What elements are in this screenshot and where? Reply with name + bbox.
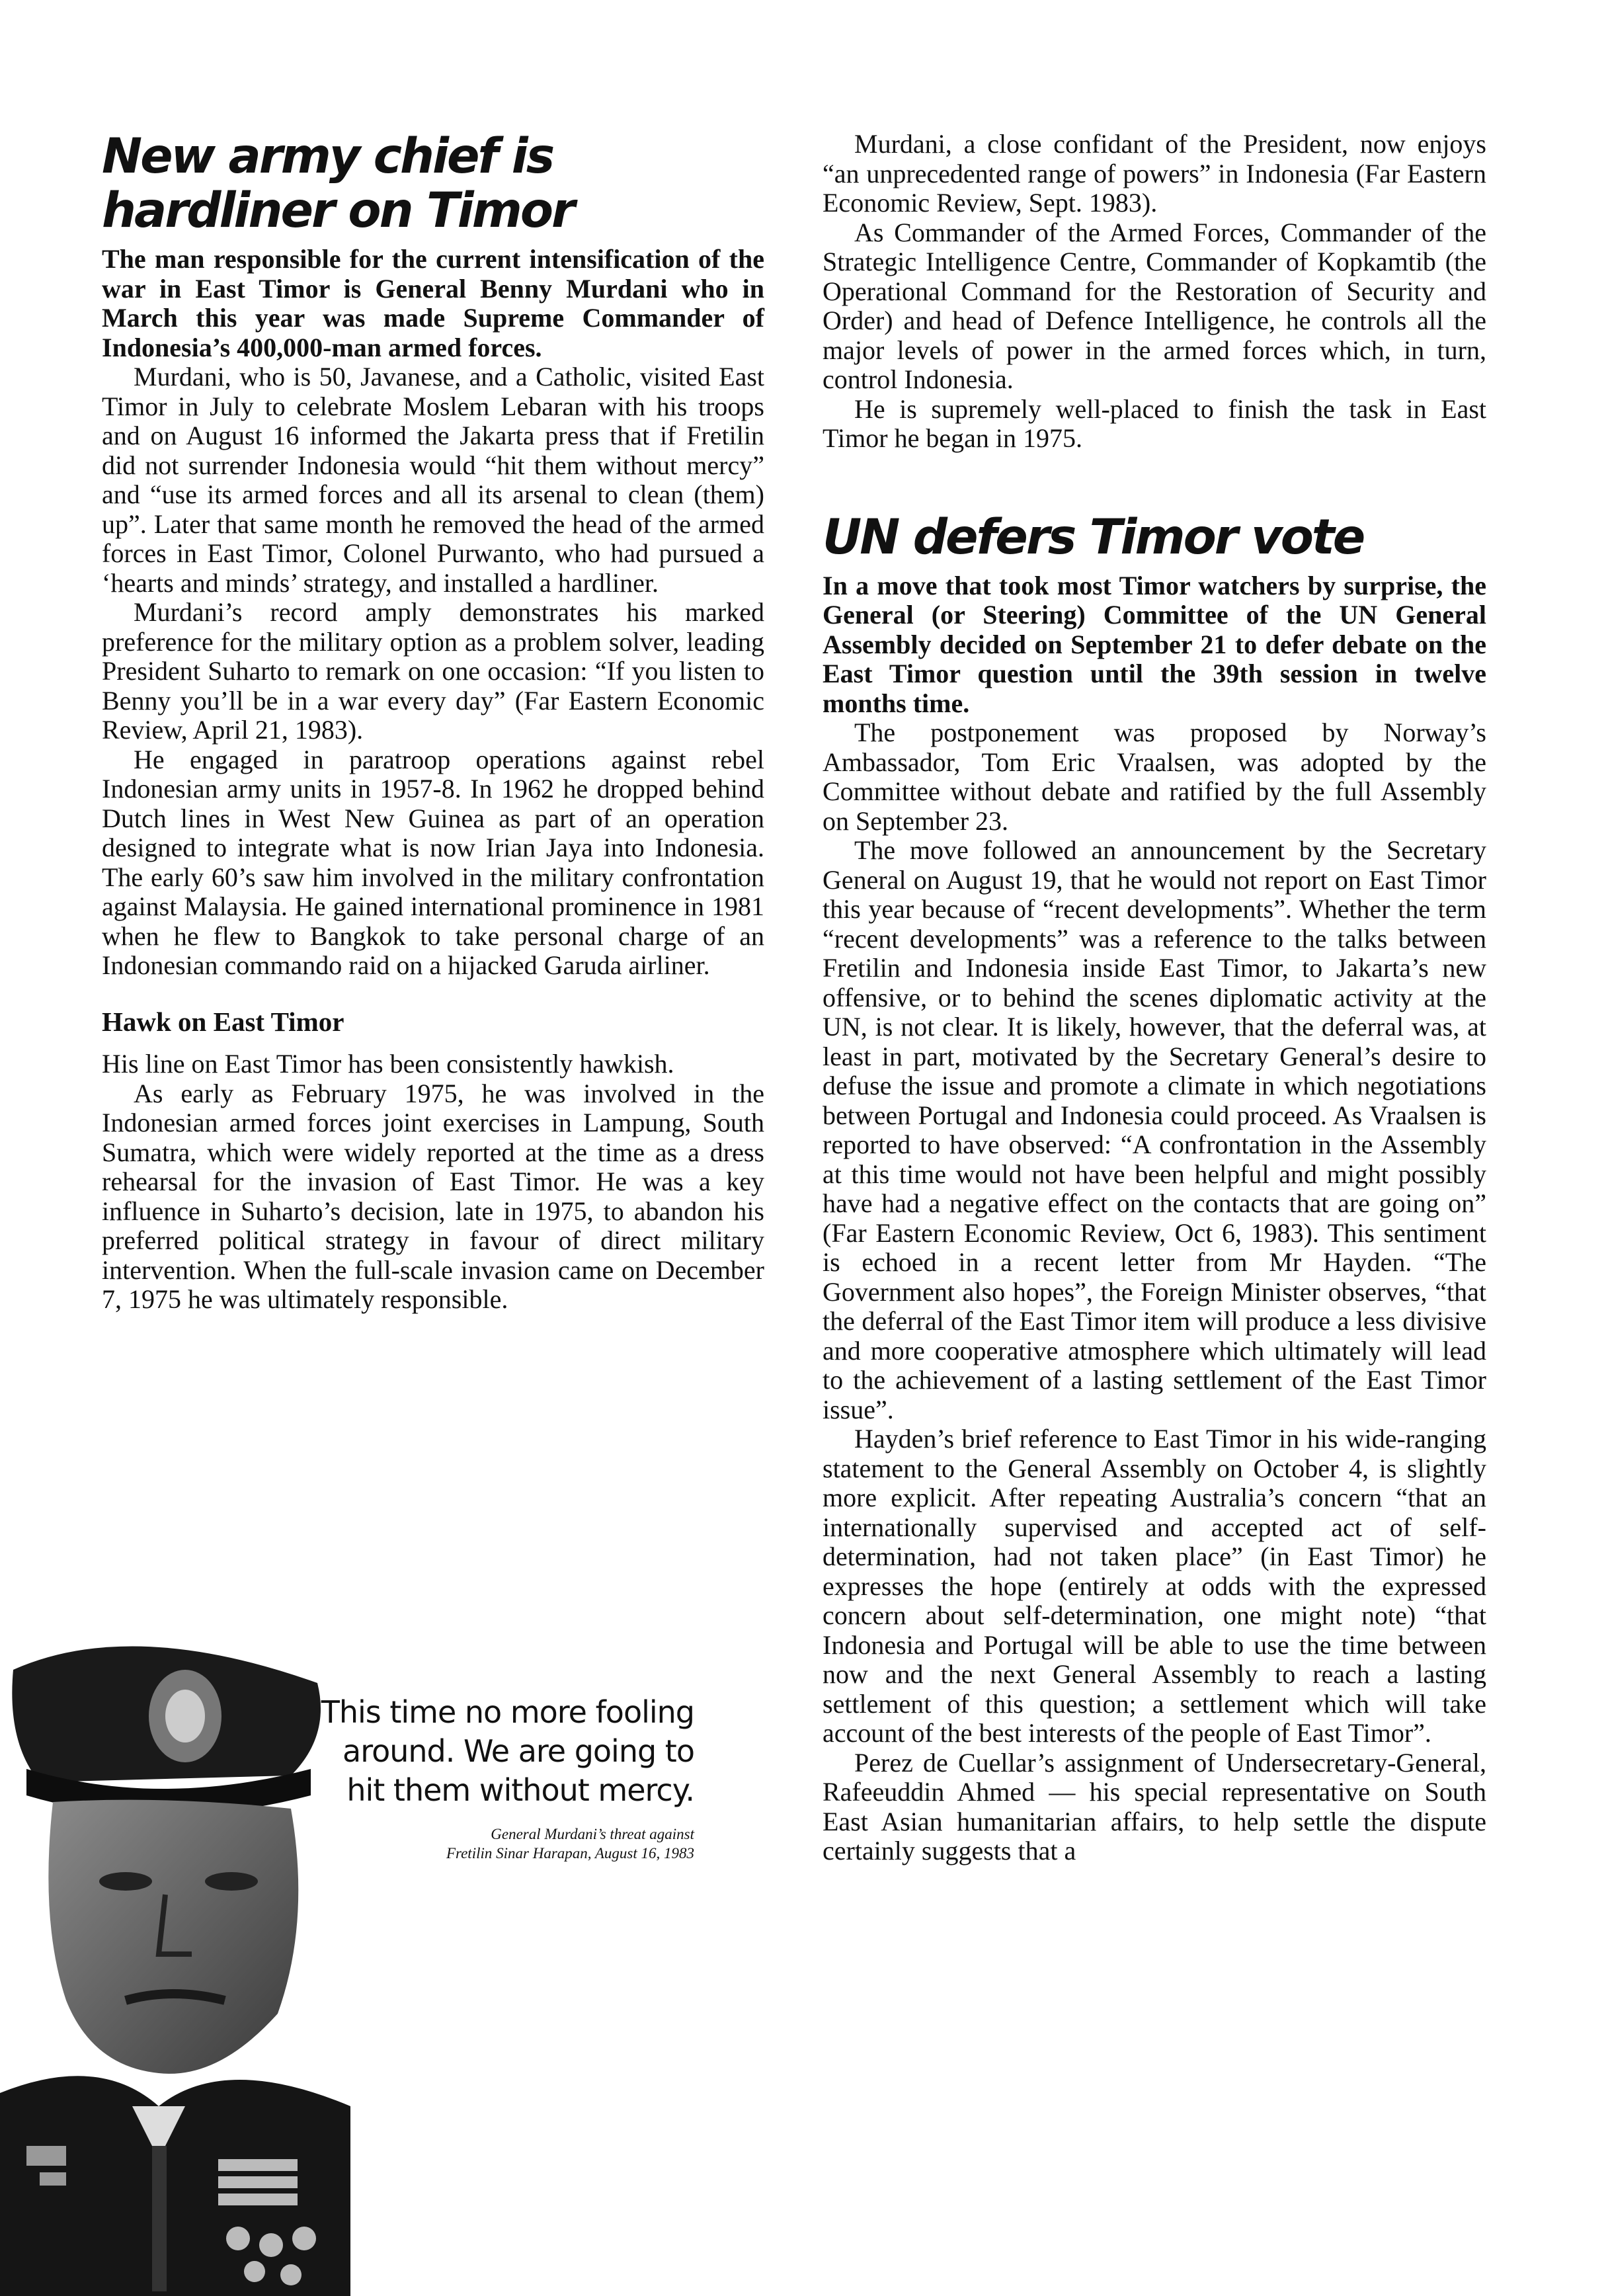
pull-quote-text: This time no more fooling around. We are going to hit them without mercy. bbox=[321, 1694, 694, 1808]
caption-line: General Murdani’s threat against bbox=[491, 1826, 694, 1842]
paragraph: Murdani’s record amply demonstrates his marked preference for the military option as a problem solver, leading President Suharto to remark on one occasion: “If you listen to Benny you’ll be in a war every day” (Far Eastern Economic Review, April 21, 1983). bbox=[102, 597, 764, 745]
paragraph: As Commander of the Armed Forces, Commander of the Strategic Intelligence Centre, Commander of Kopkamtib (the Operational Command for the Restoration of Security and Order) and head of Defence Intelligence, he controls all the major levels of power in the armed forces which, in turn, control Indonesia. bbox=[823, 217, 1486, 394]
caption-line: Fretilin Sinar Harapan, August 16, 1983 bbox=[446, 1845, 694, 1862]
right-column bbox=[823, 130, 1486, 1866]
paragraph: Murdani, who is 50, Javanese, and a Catholic, visited East Timor in July to celebrate Moslem Lebaran with his troops and on August 16 informed the Jakarta press that if Fretilin did not surrender Indonesia would “hit them without mercy” and “use its armed forces and all its arsenal to clean (them) up”. Later that same month he removed the head of the armed forces in East Timor, Colonel Purwanto, who had pursued a ‘hearts and minds’ strategy, and installed a hardliner. bbox=[102, 362, 764, 598]
paragraph: Hayden’s brief reference to East Timor in his wide-ranging statement to the General Assembly on October 4, is slightly more explicit. After repeating Australia’s concern “that an internationally supervised and accepted act of self-determination, had not taken place” (in East Timor) he expresses the hope (entirely at odds with the expressed concern about self-determination, one might note) “that Indonesia and Portugal will be able to use the time between now and the next General Assembly to reach a lasting settlement of this question; a settlement which will take account of the best interests of the people of East Timor”. bbox=[823, 1424, 1486, 1748]
pull-quote bbox=[311, 1693, 694, 1863]
paragraph: The move followed an announcement by the Secretary General on August 19, that he would not report on East Timor this year because of “recent developments”. Whether the term “recent developments” was a reference to the talks between Fretilin and Indonesia inside East Timor, to Jakarta’s new offensive, or to behind the scenes diplomatic activity at the UN, is not clear. It is likely, however, that the deferral was, at least in part, motivated by the Secretary General’s desire to defuse the issue and promote a climate in which negotiations between Portugal and Indonesia could proceed. As Vraalsen is reported to have observed: “A confrontation in the Assembly at this time would not have been helpful and might possibly have had a negative effect on the contacts that are going on” (Far Eastern Economic Review, Oct 6, 1983). This sentiment is echoed in a recent letter from Mr Hayden. “The Government also hopes”, the Foreign Minister observes, “that the deferral of the East Timor item will produce a less divisive and more cooperative atmosphere which ultimately will lead to the achievement of a lasting settlement of the East Timor issue”. bbox=[823, 835, 1486, 1424]
article-lede: The man responsible for the current intensification of the war in East Timor is General Benny Murdani who in March this year was made Supreme Commander of Indonesia’s 400,000-man armed forces. bbox=[102, 244, 764, 362]
article-headline: New army chief is hardliner on Timor bbox=[102, 128, 573, 239]
section-subhead: Hawk on East Timor bbox=[102, 1006, 344, 1037]
un-article bbox=[823, 511, 1486, 1866]
paragraph: He engaged in paratroop operations against rebel Indonesian army units in 1957-8. In 1962 he dropped behind Dutch lines in West New Guinea as part of an operation designed to integrate what is now Irian Jaya into Indonesia. The early 60’s saw him involved in the military confrontation against Malaysia. He gained international prominence in 1981 when he flew to Bangkok to take personal charge of an Indonesian commando raid on a hijacked Garuda airliner. bbox=[102, 744, 764, 980]
portrait-illustration bbox=[0, 1643, 350, 2296]
paragraph: The postponement was proposed by Norway’s Ambassador, Tom Eric Vraalsen, was adopted by the Committee without debate and ratified by the full Assembly on September 23. bbox=[823, 718, 1486, 836]
left-column bbox=[102, 130, 764, 1315]
paragraph: He is supremely well-placed to finish the task in East Timor he began in 1975. bbox=[823, 393, 1486, 453]
general-portrait-photo bbox=[0, 1643, 350, 2296]
paragraph: As early as February 1975, he was involved in the Indonesian armed forces joint exercises in Lampung, South Sumatra, which were widely reported at the time as a dress rehearsal for the invasion of East Timor. He was a key influence in Suharto’s decision, late in 1975, to abandon his preferred political strategy in favour of direct military intervention. When the full-scale invasion came on December 7, 1975 he was ultimately responsible. bbox=[102, 1078, 764, 1314]
pull-quote-caption bbox=[311, 1824, 694, 1863]
paragraph: Murdani, a close confidant of the President, now enjoys “an unprecedented range of powers” in Indonesia (Far Eastern Economic Review, Sept. 1983). bbox=[823, 129, 1486, 218]
paragraph: Perez de Cuellar’s assignment of Undersecretary-General, Rafeeuddin Ahmed — his special representative on South East Asian humanitarian affairs, to help settle the dispute certainly suggests that a bbox=[823, 1747, 1486, 1866]
article-lede: In a move that took most Timor watchers by surprise, the General (or Steering) Committee of the UN General Assembly decided on September 21 to defer debate on the East Timor question until the 39th session in twelve months time. bbox=[823, 570, 1486, 718]
article-headline: UN defers Timor vote bbox=[823, 509, 1364, 565]
paragraph: His line on East Timor has been consistently hawkish. bbox=[102, 1049, 674, 1079]
